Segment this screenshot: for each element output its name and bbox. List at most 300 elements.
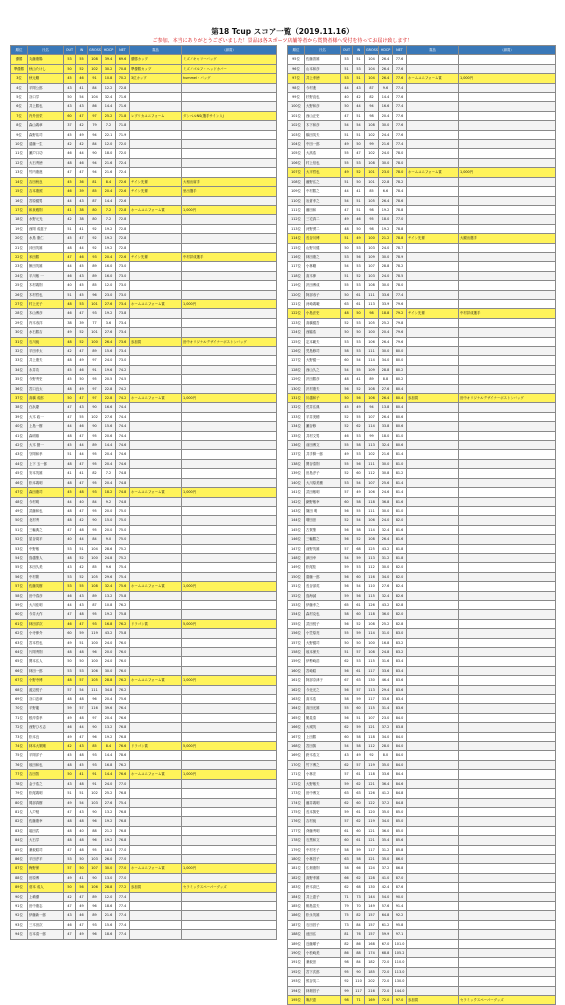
prize2-cell — [459, 83, 556, 92]
net-cell: 83.8 — [393, 723, 407, 732]
prize-cell — [130, 196, 182, 205]
hdcp-cell: 24.8 — [379, 648, 393, 657]
prize-cell — [130, 600, 182, 609]
out-cell: 46 — [64, 920, 76, 929]
prize2-cell — [182, 629, 277, 638]
prize2-cell: 5,000円 — [182, 742, 277, 751]
prize-cell — [407, 713, 459, 722]
in-cell: 53 — [353, 563, 365, 572]
rank-cell: 85位 — [11, 845, 28, 854]
prize2-cell — [459, 666, 556, 675]
prize-cell — [407, 215, 459, 224]
name-cell: 石田昌子 — [305, 920, 341, 929]
prize-cell — [130, 535, 182, 544]
prize-cell — [407, 262, 459, 271]
out-cell: 67 — [341, 676, 353, 685]
net-cell: 78.6 — [393, 196, 407, 205]
rank-cell: 157位 — [288, 638, 305, 647]
net-cell: 110.0 — [393, 958, 407, 967]
prize-cell — [407, 723, 459, 732]
name-cell: 秋元剛 — [28, 74, 64, 83]
gross-cell: 85 — [88, 187, 102, 196]
in-cell: 62 — [353, 779, 365, 788]
in-cell: 52 — [76, 64, 88, 73]
net-cell: 80.0 — [393, 347, 407, 356]
out-cell: 48 — [64, 384, 76, 393]
rank-cell: 59位 — [11, 600, 28, 609]
hdcp-cell: 33.8 — [379, 422, 393, 431]
prize-cell — [407, 224, 459, 233]
net-cell: 79.6 — [393, 328, 407, 337]
name-cell: 北村秀 — [28, 516, 64, 525]
hdcp-cell: 26.0 — [102, 854, 116, 863]
out-cell: 53 — [64, 854, 76, 863]
table-row — [11, 234, 277, 243]
out-cell: 60 — [64, 111, 76, 120]
in-cell: 43 — [76, 102, 88, 111]
in-cell: 53 — [76, 299, 88, 308]
rank-cell: 150位 — [288, 572, 305, 581]
name-cell: 高野孝雄 — [305, 873, 341, 882]
net-cell: 77.0 — [116, 854, 130, 863]
net-cell: 72.8 — [116, 205, 130, 214]
prize-cell — [407, 177, 459, 186]
prize-cell — [407, 864, 459, 873]
table-row — [288, 149, 556, 158]
rank-cell: 84位 — [11, 836, 28, 845]
in-cell: 47 — [76, 347, 88, 356]
hdcp-cell: 20.4 — [102, 187, 116, 196]
in-cell: 60 — [353, 572, 365, 581]
out-cell: 52 — [341, 412, 353, 421]
out-cell: 47 — [64, 807, 76, 816]
prize2-cell — [182, 553, 277, 562]
table-row — [288, 742, 556, 751]
net-cell: 76.2 — [116, 685, 130, 694]
prize-cell — [407, 441, 459, 450]
out-cell: 54 — [341, 553, 353, 562]
net-cell: 72.0 — [116, 149, 130, 158]
prize-cell — [407, 704, 459, 713]
hdcp-cell: 14.4 — [102, 751, 116, 760]
out-cell: 60 — [64, 629, 76, 638]
table-row — [288, 695, 556, 704]
table-row — [11, 789, 277, 798]
net-cell: 69.6 — [116, 55, 130, 64]
table-row — [288, 713, 556, 722]
table-row — [11, 901, 277, 910]
score-table-left — [10, 45, 277, 940]
hdcp-cell: 32.4 — [102, 93, 116, 102]
table-row — [288, 666, 556, 675]
in-cell: 49 — [353, 234, 365, 243]
prize-cell — [130, 760, 182, 769]
net-cell: 77.6 — [393, 93, 407, 102]
prize2-cell — [459, 864, 556, 873]
prize-cell — [407, 205, 459, 214]
prize2-cell — [182, 262, 277, 271]
net-cell: 77.6 — [393, 55, 407, 64]
prize2-cell — [182, 375, 277, 384]
table-row — [11, 713, 277, 722]
in-cell: 41 — [76, 873, 88, 882]
prize2-cell — [459, 967, 556, 976]
in-cell: 57 — [353, 760, 365, 769]
in-cell: 42 — [76, 563, 88, 572]
prize-cell: ドラゴン賞 — [130, 619, 182, 628]
prize-cell — [130, 685, 182, 694]
in-cell: 54 — [76, 798, 88, 807]
hdcp-cell: 24.6 — [379, 488, 393, 497]
prize-cell — [130, 854, 182, 863]
name-cell: 松尾義明 — [28, 789, 64, 798]
net-cell: 76.8 — [116, 732, 130, 741]
gross-cell: 85 — [88, 281, 102, 290]
out-cell: 60 — [341, 836, 353, 845]
rank-cell: 26位 — [11, 290, 28, 299]
hdcp-cell: 33.6 — [379, 770, 393, 779]
prize-cell — [407, 488, 459, 497]
rank-cell: 193位 — [288, 977, 305, 986]
rank-cell: 88位 — [11, 873, 28, 882]
net-cell: 95.8 — [393, 920, 407, 929]
table-row — [11, 600, 277, 609]
rank-cell: 65位 — [11, 657, 28, 666]
out-cell: 44 — [64, 497, 76, 506]
hdcp-cell: 8.8 — [379, 375, 393, 384]
table-row — [288, 525, 556, 534]
gross-cell: 96 — [88, 901, 102, 910]
name-cell: 岩倉孝之 — [305, 196, 341, 205]
in-cell: 43 — [76, 403, 88, 412]
prize2-cell — [182, 309, 277, 318]
out-cell: 47 — [341, 111, 353, 120]
name-cell: 大野健司 — [305, 638, 341, 647]
gross-cell: 103 — [365, 271, 379, 280]
prize-cell: 参加賞 — [130, 883, 182, 892]
hdcp-cell: 25.2 — [102, 111, 116, 120]
table-row — [11, 911, 277, 920]
rank-cell: 93位 — [11, 920, 28, 929]
in-cell: 39 — [76, 187, 88, 196]
net-cell: 74.4 — [116, 431, 130, 440]
gross-cell: 101 — [88, 299, 102, 308]
net-cell: 81.6 — [393, 497, 407, 506]
hdcp-cell: 19.2 — [102, 243, 116, 252]
out-cell: 63 — [341, 854, 353, 863]
net-cell: 97.1 — [393, 930, 407, 939]
net-cell: 81.4 — [393, 488, 407, 497]
rank-cell: 191位 — [288, 958, 305, 967]
prize-cell — [130, 130, 182, 139]
prize-cell — [407, 544, 459, 553]
gross-cell: 102 — [88, 789, 102, 798]
gross-cell: 85 — [365, 187, 379, 196]
hdcp-cell: 25.2 — [379, 619, 393, 628]
gross-cell: 100 — [88, 657, 102, 666]
table-row — [288, 582, 556, 591]
net-cell: 87.6 — [393, 883, 407, 892]
hdcp-cell: 18.0 — [102, 845, 116, 854]
prize-cell — [407, 299, 459, 308]
prize2-cell — [182, 384, 277, 393]
table-row — [288, 563, 556, 572]
net-cell: 76.8 — [116, 807, 130, 816]
net-cell: 78.5 — [393, 271, 407, 280]
in-cell: 62 — [353, 873, 365, 882]
prize2-cell — [182, 638, 277, 647]
prize2-cell — [182, 224, 277, 233]
rank-cell: 46位 — [11, 478, 28, 487]
net-cell: 76.2 — [116, 619, 130, 628]
gross-cell: 111 — [365, 290, 379, 299]
gross-cell: 99 — [365, 431, 379, 440]
out-cell: 50 — [341, 638, 353, 647]
name-cell: 西山正史 — [305, 111, 341, 120]
gross-cell: 121 — [365, 854, 379, 863]
prize2-cell — [459, 629, 556, 638]
prize-cell — [130, 158, 182, 167]
in-cell: 58 — [353, 525, 365, 534]
gross-cell: 130 — [365, 676, 379, 685]
rank-cell: 160位 — [288, 666, 305, 675]
rank-cell: 100位 — [288, 102, 305, 111]
prize-cell — [407, 516, 459, 525]
in-cell: 46 — [76, 422, 88, 431]
table-row — [11, 384, 277, 393]
out-cell: 43 — [64, 563, 76, 572]
rank-cell: 87位 — [11, 864, 28, 873]
out-cell: 71 — [341, 892, 353, 901]
prize2-cell — [459, 591, 556, 600]
prize-cell — [407, 958, 459, 967]
prize-cell: ホームユニフォーム賞 — [407, 168, 459, 177]
out-cell: 51 — [64, 224, 76, 233]
prize-cell — [407, 939, 459, 948]
out-cell: 48 — [64, 431, 76, 440]
name-cell: 大野健一 — [305, 356, 341, 365]
hdcp-cell: 59.9 — [379, 930, 393, 939]
in-cell: 61 — [353, 290, 365, 299]
in-cell: 56 — [353, 252, 365, 261]
prize-cell — [407, 648, 459, 657]
table-row — [11, 121, 277, 130]
prize2-cell — [459, 281, 556, 290]
prize2-cell: 5,000円 — [182, 619, 277, 628]
net-cell: 76.6 — [116, 742, 130, 751]
rank-cell: 74位 — [11, 742, 28, 751]
gross-cell: 130 — [365, 883, 379, 892]
rank-cell: 6位 — [11, 102, 28, 111]
rank-cell: 68位 — [11, 685, 28, 694]
out-cell: 44 — [64, 262, 76, 271]
in-cell: 73 — [353, 892, 365, 901]
hdcp-cell: 22.1 — [102, 130, 116, 139]
net-cell: 81.0 — [393, 459, 407, 468]
table-row — [288, 864, 556, 873]
net-cell: 77.6 — [393, 64, 407, 73]
out-cell: 53 — [64, 544, 76, 553]
net-cell: 76.8 — [116, 723, 130, 732]
net-cell: 84.8 — [393, 789, 407, 798]
rank-cell: 133位 — [288, 412, 305, 421]
in-cell: 46 — [76, 158, 88, 167]
out-cell: 56 — [341, 535, 353, 544]
name-cell: 平井美穂 — [305, 412, 341, 421]
prize-cell — [130, 657, 182, 666]
in-cell: 41 — [353, 187, 365, 196]
score-rows-left — [11, 55, 277, 939]
name-cell: 今野秀史 — [28, 375, 64, 384]
prize-cell — [407, 149, 459, 158]
name-cell: 松尾桂 — [305, 563, 341, 572]
net-cell: 81.8 — [393, 544, 407, 553]
prize2-cell — [182, 318, 277, 327]
prize2-cell — [459, 328, 556, 337]
prize-cell — [407, 892, 459, 901]
header-prize: 賞品 — [407, 46, 459, 55]
name-cell: 武藤和也 — [28, 506, 64, 515]
out-cell: 75 — [341, 911, 353, 920]
in-cell: 57 — [76, 676, 88, 685]
table-row — [288, 732, 556, 741]
name-cell: 大平哲也 — [305, 168, 341, 177]
table-row — [288, 610, 556, 619]
hdcp-cell: 21.6 — [102, 911, 116, 920]
prize-cell — [407, 798, 459, 807]
table-row — [288, 290, 556, 299]
gross-cell: 96 — [88, 817, 102, 826]
net-cell: 80.6 — [393, 412, 407, 421]
hdcp-cell: 18.2 — [102, 488, 116, 497]
out-cell: 45 — [64, 130, 76, 139]
rank-cell: 153位 — [288, 600, 305, 609]
gross-cell: 111 — [365, 459, 379, 468]
gross-cell: 108 — [365, 158, 379, 167]
out-cell: 73 — [341, 920, 353, 929]
table-row — [11, 807, 277, 816]
prize-cell — [407, 535, 459, 544]
gross-cell: 144 — [365, 892, 379, 901]
table-row — [11, 826, 277, 835]
net-cell: 71.8 — [116, 111, 130, 120]
prize2-cell — [182, 817, 277, 826]
out-cell: 57 — [341, 488, 353, 497]
prize2-cell — [459, 271, 556, 280]
gross-cell: 88 — [88, 826, 102, 835]
gross-cell: 91 — [88, 770, 102, 779]
name-cell: 網野敏幸 — [305, 497, 341, 506]
gross-cell: 91 — [88, 74, 102, 83]
table-row — [288, 873, 556, 882]
gross-cell: 84 — [88, 497, 102, 506]
net-cell: 75.0 — [116, 516, 130, 525]
rank-cell: 55位 — [11, 563, 28, 572]
gross-cell: 121 — [365, 723, 379, 732]
table-row — [288, 74, 556, 83]
name-cell: 井手賢一郎 — [305, 450, 341, 459]
in-cell: 53 — [353, 262, 365, 271]
table-row — [288, 262, 556, 271]
net-cell: 77.4 — [393, 83, 407, 92]
rank-cell: 71位 — [11, 713, 28, 722]
gross-cell: 106 — [365, 488, 379, 497]
prize2-cell: ミズノゴルフ・ヘッドカバー — [182, 64, 277, 73]
hdcp-cell: 10.8 — [102, 600, 116, 609]
out-cell: 44 — [64, 600, 76, 609]
hdcp-cell: 34.0 — [379, 356, 393, 365]
net-cell: 77.6 — [393, 111, 407, 120]
prize-cell — [407, 337, 459, 346]
net-cell: 72.8 — [116, 224, 130, 233]
prize2-cell: 里出選手 — [182, 187, 277, 196]
out-cell: 48 — [64, 459, 76, 468]
gross-cell: 113 — [365, 685, 379, 694]
table-row — [11, 535, 277, 544]
rank-cell: 30位 — [11, 328, 28, 337]
rank-cell: 49位 — [11, 506, 28, 515]
table-row — [11, 657, 277, 666]
out-cell: 57 — [341, 770, 353, 779]
out-cell: 48 — [64, 158, 76, 167]
prize-cell — [407, 422, 459, 431]
rank-cell: 186位 — [288, 911, 305, 920]
prize-cell — [130, 845, 182, 854]
gross-cell: 116 — [365, 572, 379, 581]
name-cell: 長谷川博 — [305, 234, 341, 243]
gross-cell: 121 — [365, 836, 379, 845]
rank-cell: 16位 — [11, 196, 28, 205]
table-row — [288, 657, 556, 666]
gross-cell: 93 — [88, 760, 102, 769]
out-cell: 48 — [64, 506, 76, 515]
gross-cell: 97 — [88, 111, 102, 120]
out-cell: 50 — [64, 657, 76, 666]
net-cell: 83.6 — [393, 704, 407, 713]
out-cell: 62 — [341, 798, 353, 807]
prize-cell — [407, 384, 459, 393]
net-cell: 74.4 — [116, 412, 130, 421]
net-cell: 78.7 — [393, 243, 407, 252]
table-row — [288, 789, 556, 798]
prize-cell — [130, 215, 182, 224]
net-cell: 74.4 — [116, 403, 130, 412]
prize-cell — [130, 356, 182, 365]
rank-cell: 60位 — [11, 610, 28, 619]
hdcp-cell: 27.6 — [102, 299, 116, 308]
gross-cell: 149 — [365, 901, 379, 910]
in-cell: 62 — [353, 817, 365, 826]
gross-cell: 95 — [88, 845, 102, 854]
prize2-cell — [459, 657, 556, 666]
name-cell: 長谷部英 — [305, 582, 341, 591]
rank-cell: 76位 — [11, 760, 28, 769]
table-row — [288, 911, 556, 920]
net-cell: 75.8 — [116, 629, 130, 638]
prize-cell — [407, 760, 459, 769]
gross-cell: 93 — [88, 920, 102, 929]
name-cell: 岡部真樹 — [28, 798, 64, 807]
in-cell: 61 — [353, 600, 365, 609]
name-cell: 平岡公郎 — [28, 83, 64, 92]
net-cell: 74.2 — [116, 365, 130, 374]
hdcp-cell: 9.6 — [102, 563, 116, 572]
table-row — [288, 130, 556, 139]
in-cell: 43 — [76, 600, 88, 609]
in-cell: 47 — [76, 478, 88, 487]
net-cell: 71.6 — [116, 102, 130, 111]
table-row — [288, 422, 556, 431]
